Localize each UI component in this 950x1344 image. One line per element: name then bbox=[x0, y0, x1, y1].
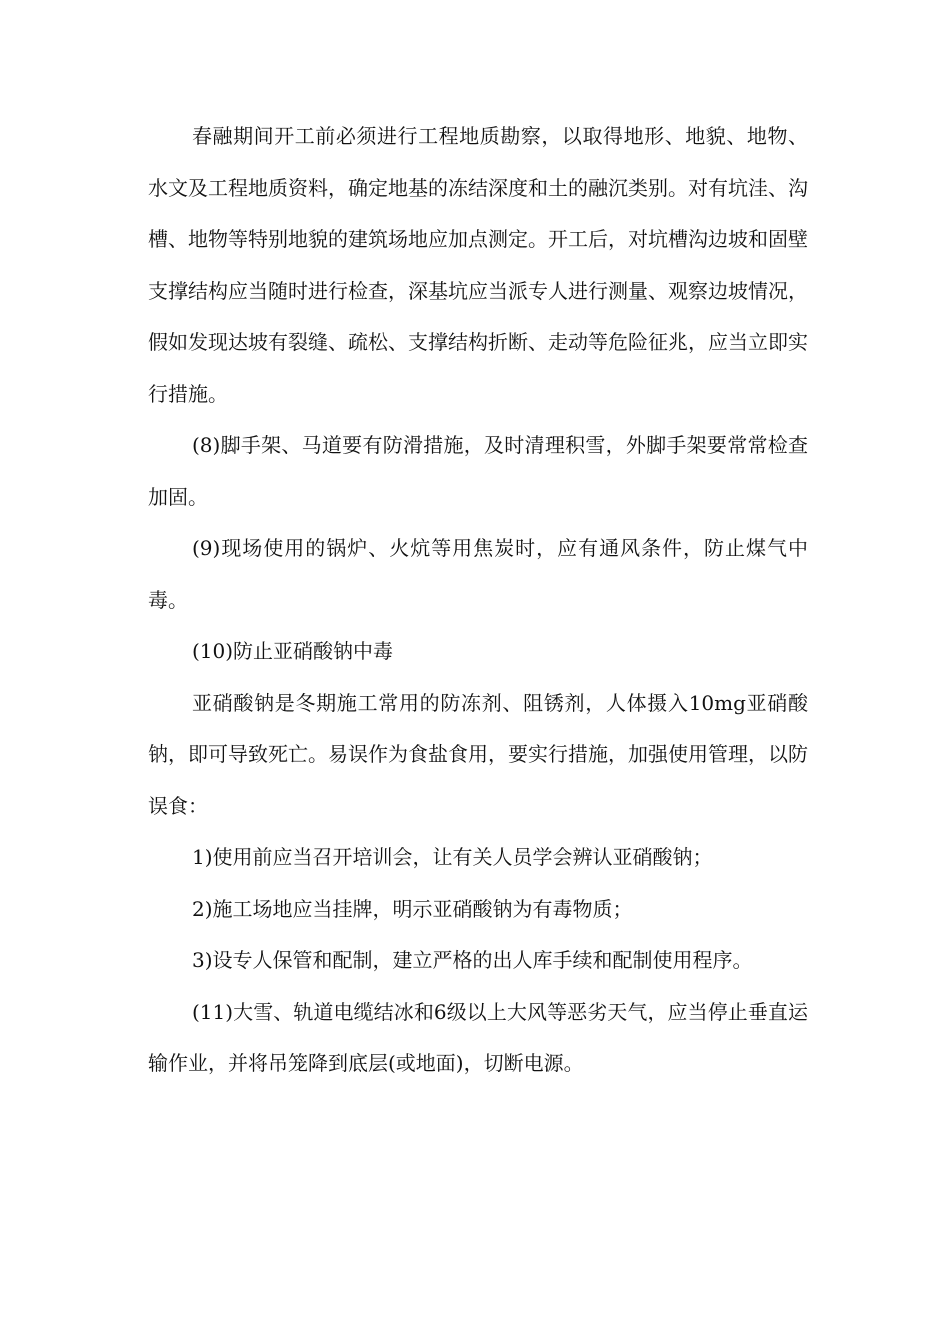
list-item-2-signage: 2)施工场地应当挂牌，明示亚硝酸钠为有毒物质； bbox=[192, 896, 633, 921]
document-body bbox=[148, 111, 808, 1090]
paragraph-spring-thaw-survey: 春融期间开工前必须进行工程地质勘察，以取得地形、地貌、地物、水文及工程地质资料，确定地基的冻结深度和土的融沉类别。对有坑洼、沟槽、地物等特别地貌的建筑场地应加点测定。开工后，对坑槽沟边坡和固壁支撑结构应当随时进行检查，深基坑应当派专人进行测量、观察边坡情况，假如发现达坡有裂缝、疏松、支撑结构折断、走动等危险征兆，应当立即实行措施。 bbox=[148, 124, 808, 406]
paragraph-sodium-nitrite-intro: 亚硝酸钠是冬期施工常用的防冻剂、阻锈剂，人体摄入10mg亚硝酸钠，即可导致死亡。易误作为食盐食用，要实行措施，加强使用管理，以防误食： bbox=[148, 690, 808, 818]
paragraph-item-9-ventilation: (9)现场使用的锅炉、火炕等用焦炭时，应有通风条件，防止煤气中毒。 bbox=[148, 536, 808, 612]
paragraph-item-10-heading: (10)防止亚硝酸钠中毒 bbox=[192, 639, 394, 663]
paragraph-item-11-bad-weather: (11)大雪、轨道电缆结冰和6级以上大风等恶劣天气，应当停止垂直运输作业，并将吊笼降到底层(或地面)，切断电源。 bbox=[148, 999, 808, 1075]
list-item-1-training: 1)使用前应当召开培训会，让有关人员学会辨认亚硝酸钠； bbox=[192, 845, 713, 869]
paragraph-item-8-scaffolding: (8)脚手架、马道要有防滑措施，及时清理积雪，外脚手架要常常检查加固。 bbox=[148, 433, 808, 509]
list-item-3-storage: 3)设专人保管和配制，建立严格的出人库手续和配制使用程序。 bbox=[192, 948, 753, 972]
